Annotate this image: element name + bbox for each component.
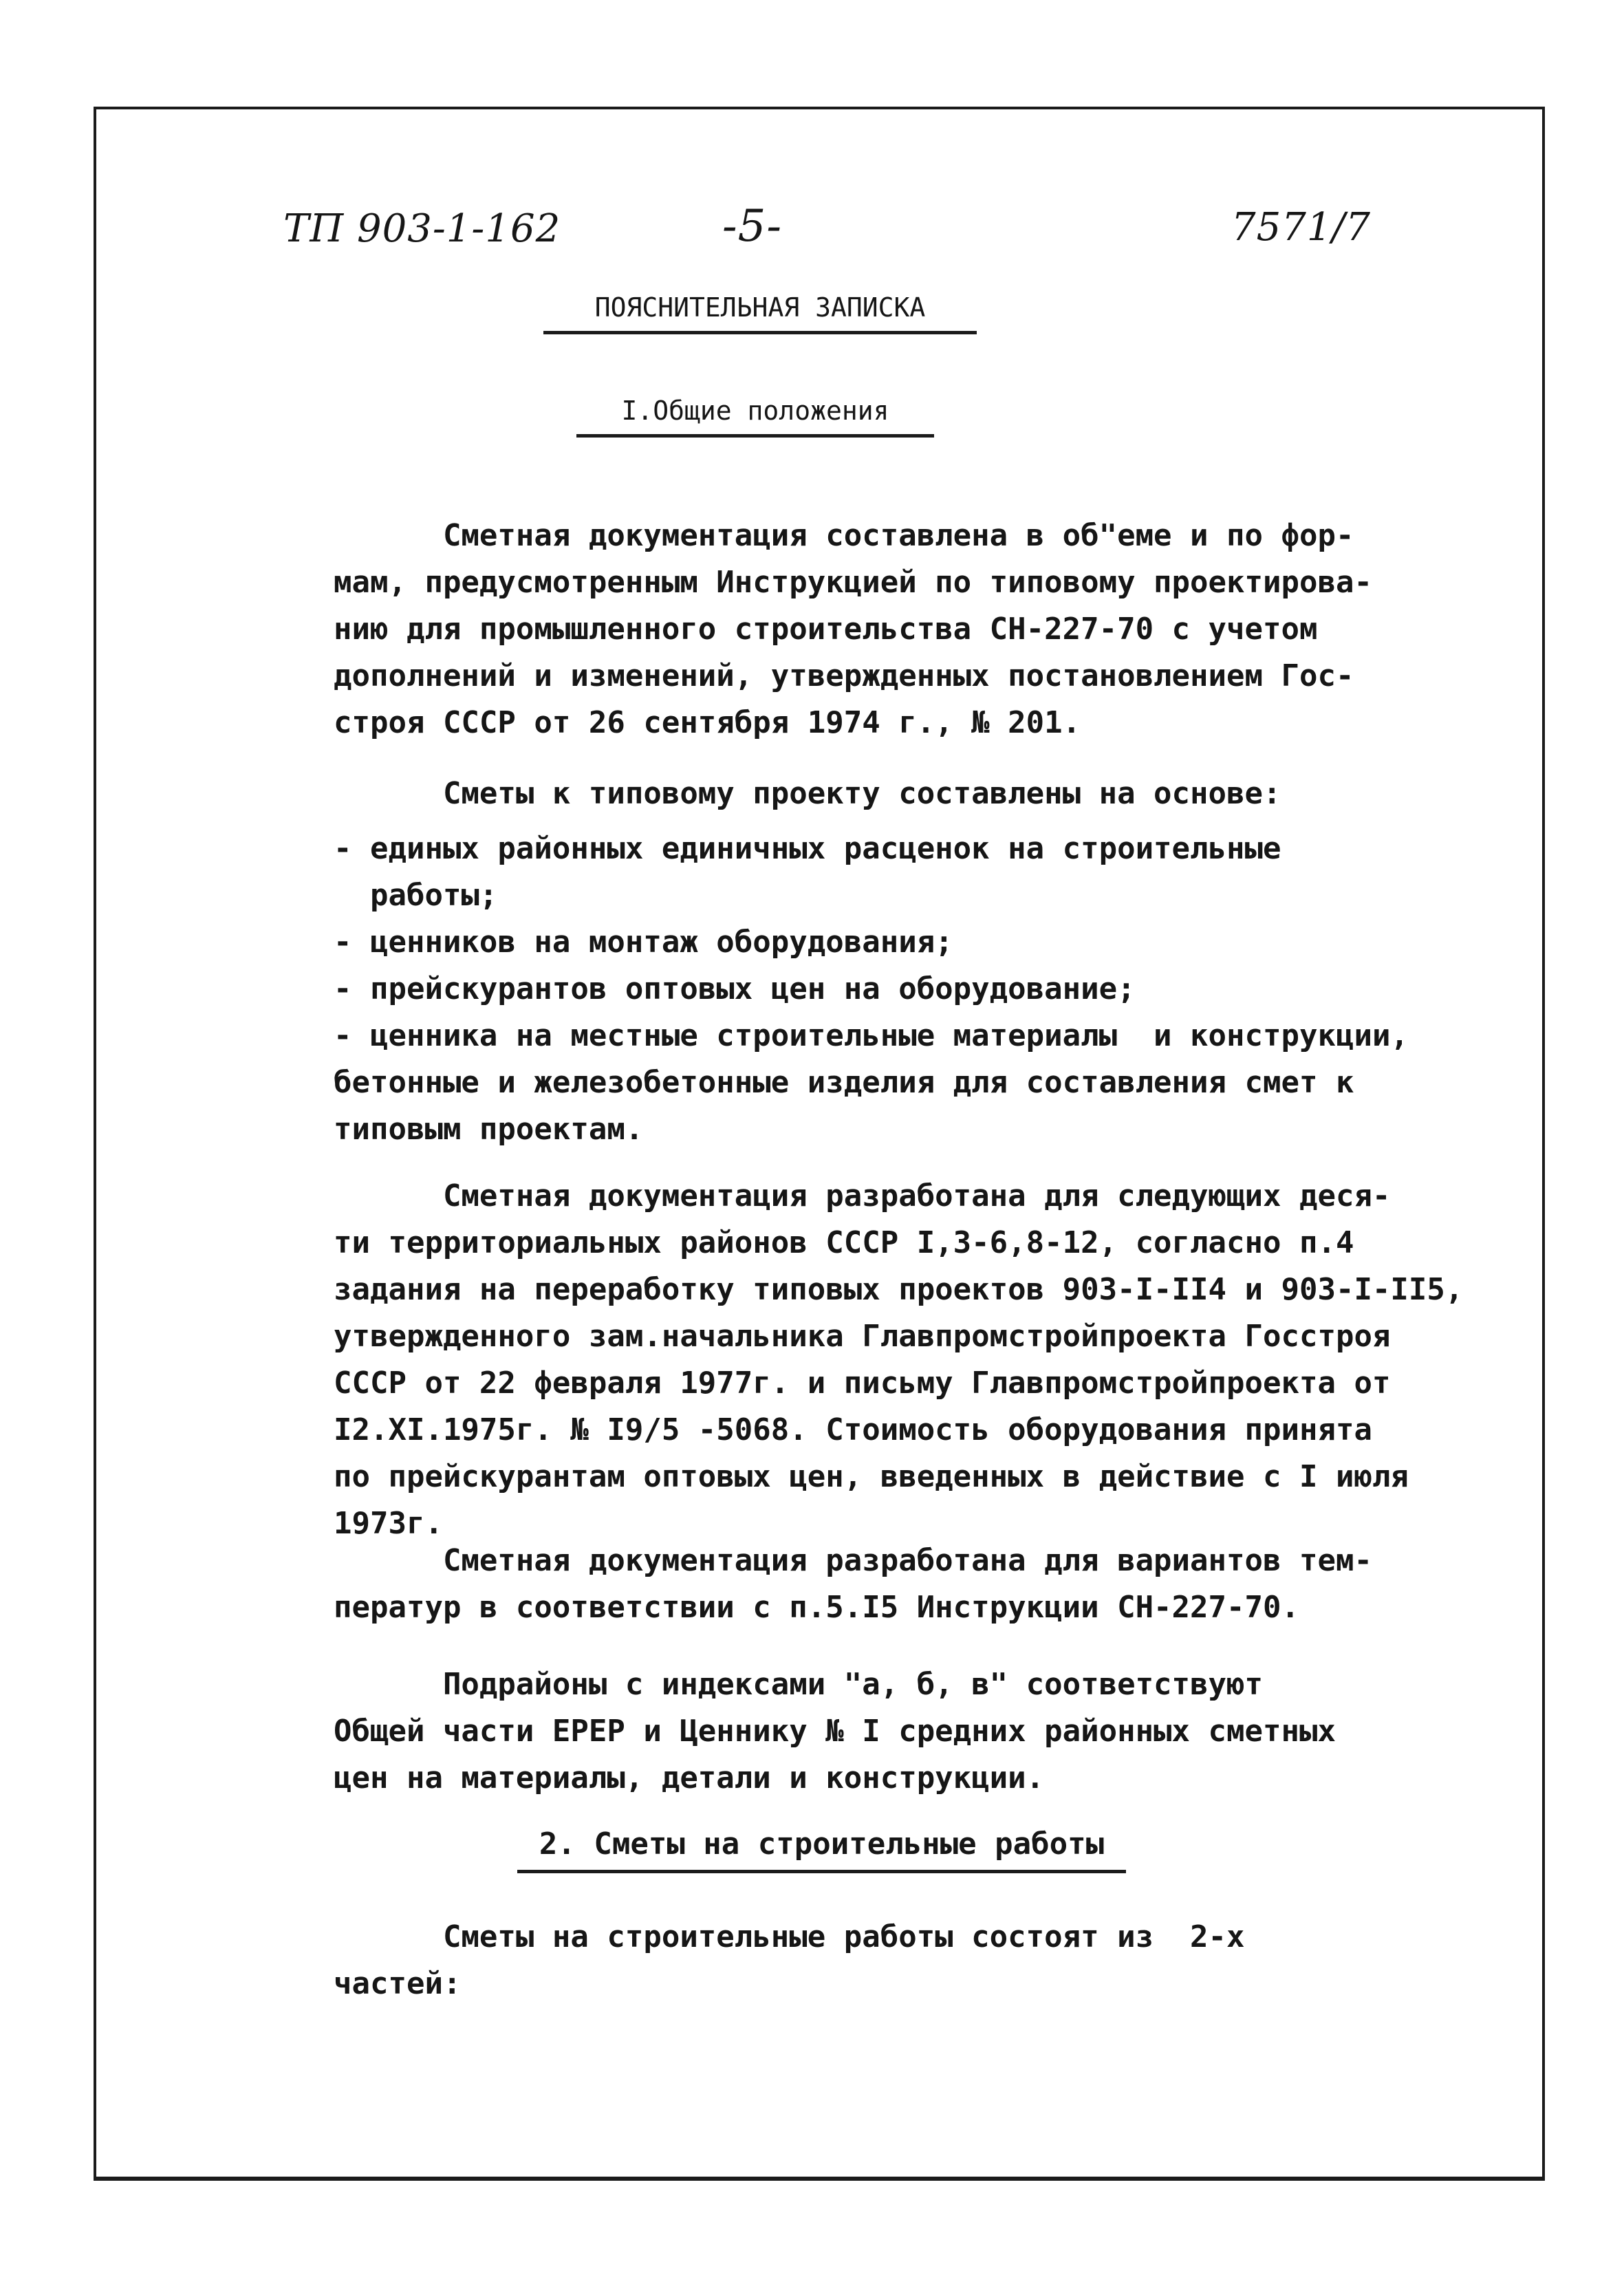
section-2-heading: 2. Сметы на строительные работы bbox=[517, 1826, 1126, 1873]
section-1-paragraph-1: Сметная документация составлена в об"еме и по фор- мам, предусмотренным Инструкцией по типовому проектирова- нию для промышленного строительства СН-227-70 с учетом дополнений и изменений, утвержденных постановлением Гос- строя СССР от 26 сентября 1974 г., № 201. bbox=[334, 518, 1372, 740]
section-1-paragraph-3: Сметная документация разработана для следующих деся- ти территориальных районов СССР I,3-6,8-12, согласно п.4 задания на переработку типовых проектов 903-I-II4 и 903-I-II5, утвержденного зам.начальника Главпромстройпроекта Госстроя СССР от 22 февраля 1977г. и письму Главпромстройпроекта от I2.XI.1975г. № I9/5 -5068. Стоимость оборудования принята по прейскурантам оптовых цен, введенных в действие с I июля 1973г. bbox=[334, 1178, 1464, 1541]
section-1-paragraph-5: Подрайоны с индексами "а, б, в" соответствуют Общей части ЕРЕР и Ценнику № I средних районных сметных цен на материалы, детали и конструкции. bbox=[334, 1667, 1336, 1796]
section-2-paragraph-1: Сметы на строительные работы состоят из 2-х частей: bbox=[334, 1919, 1245, 2001]
page-number: -5- bbox=[722, 201, 782, 252]
document-title: ПОЯСНИТЕЛЬНАЯ ЗАПИСКА bbox=[543, 292, 977, 334]
section-1-heading: I.Общие положения bbox=[576, 396, 934, 438]
document-code-left: ТП 903-1-162 bbox=[283, 206, 561, 251]
section-1-paragraph-2: Сметы к типовому проекту составлены на основе: bbox=[334, 776, 1281, 811]
section-1-basis-list: - единых районных единичных расценок на строительные работы; - ценников на монтаж оборудования; - прейскурантов оптовых цен на оборудование; - ценника на местные строительные материалы и конструкции, бетонные и железобетонные изделия для составления смет к типовым проектам. bbox=[334, 831, 1409, 1147]
section-1-paragraph-4: Сметная документация разработана для вариантов тем- ператур в соответствии с п.5.I5 Инструкции СН-227-70. bbox=[334, 1543, 1372, 1625]
document-code-right: 7571/7 bbox=[1231, 205, 1372, 250]
